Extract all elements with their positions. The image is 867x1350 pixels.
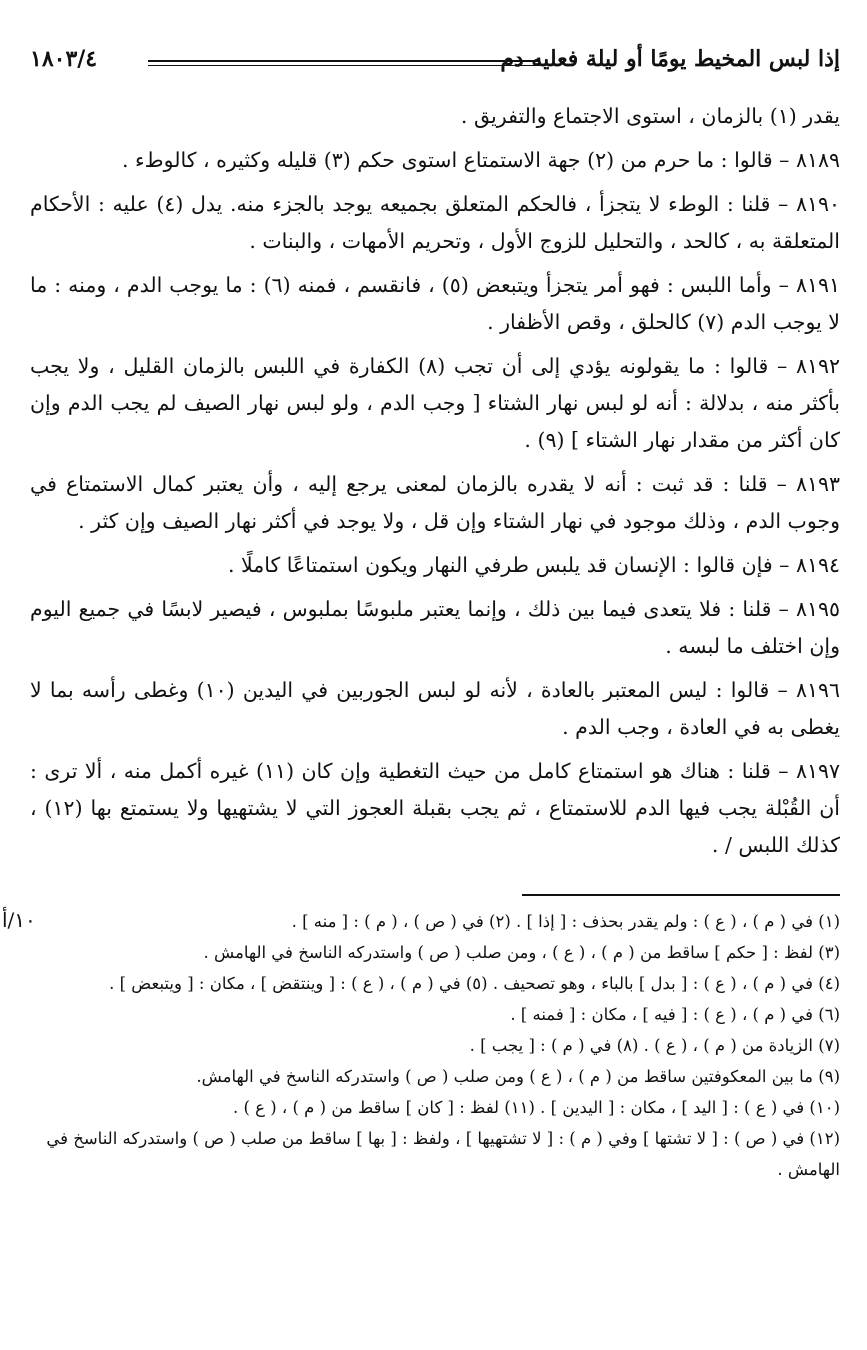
footnote-line: (٦) في ( م ) ، ( ع ) : [ فيه ] ، مكان : [ فمنه ] . xyxy=(510,1005,840,1024)
paragraph: ٨١٩٢ – قالوا : ما يقولونه يؤدي إلى أن تجب (٨) الكفارة في اللبس بالزمان القليل ، ولا يجب بأكثر منه ، بدلالة : أنه لو لبس نهار الشتاء [ وجب الدم ، ولو لبس نهار الصيف لم يجب الدم وإن كان أكثر من مقدار نهار الشتاء ] (٩) . xyxy=(30,354,840,452)
paragraph: ٨١٩٦ – قالوا : ليس المعتبر بالعادة ، لأنه لو لبس الجوربين في اليدين (١٠) وغطى رأسه بما لا يغطى به في العادة ، وجب الدم . xyxy=(30,678,841,739)
running-title: إذا لبس المخيط يومًا أو ليلة فعليه دم xyxy=(500,46,840,72)
paragraph: ٨١٨٩ – قالوا : ما حرم من (٢) جهة الاستمتاع استوى حكم (٣) قليله وكثيره ، كالوطء . xyxy=(121,148,840,172)
paragraph: يقدر (١) بالزمان ، استوى الاجتماع والتفريق . xyxy=(460,104,840,128)
footnote-line: (٣) لفظ : [ حكم ] ساقط من ( م ) ، ( ع ) ، ومن صلب ( ص ) واستدركه الناسخ في الهامش . xyxy=(203,943,840,962)
paragraph: ٨١٩١ – وأما اللبس : فهو أمر يتجزأ ويتبعض (٥) ، فانقسم ، فمنه (٦) : ما يوجب الدم ، ومنه : ما لا يوجب الدم (٧) كالحلق ، وقص الأظفار . xyxy=(30,273,840,334)
paragraph: ٨١٩٠ – قلنا : الوطء لا يتجزأ ، فالحكم المتعلق بجميعه يوجد بالجزء منه. يدل (٤) عليه : الأحكام المتعلقة به ، كالحد ، والتحليل للزوج الأول ، وتحريم الأمهات ، والبنات . xyxy=(30,192,840,253)
page-number: ١٨٠٣/٤ xyxy=(30,46,98,72)
paragraph: ٨١٩٤ – فإن قالوا : الإنسان قد يلبس طرفي النهار ويكون استمتاعًا كاملًا . xyxy=(227,553,840,577)
footnote-separator xyxy=(522,894,840,896)
footnote-line: (٤) في ( م ) ، ( ع ) : [ بدل ] بالباء ، وهو تصحيف . (٥) في ( م ) ، ( ع ) : [ وينتقض ] ، مكان : [ ويتبعض ] . xyxy=(109,974,840,993)
paragraph: ٨١٩٥ – قلنا : فلا يتعدى فيما بين ذلك ، وإنما يعتبر ملبوسًا بملبوس ، فيصير لابسًا في جميع اليوم وإن اختلف ما لبسه . xyxy=(30,597,840,658)
footnote-line: (٩) ما بين المعكوفتين ساقط من ( م ) ، ( ع ) ومن صلب ( ص ) واستدركه الناسخ في الهامش. xyxy=(196,1067,840,1086)
header-rule xyxy=(148,60,540,66)
footnote-line: (١) في ( م ) ، ( ع ) : ولم يقدر بحذف : [ إذا ] . (٢) في ( ص ) ، ( م ) : [ منه ] . xyxy=(291,912,840,931)
footnote-line: (٧) الزيادة من ( م ) ، ( ع ) . (٨) في ( م ) : [ يجب ] . xyxy=(469,1036,840,1055)
footnotes xyxy=(30,906,840,1185)
main-text xyxy=(30,98,840,864)
footnote-line: (١٠) في ( ع ) : [ اليد ] ، مكان : [ اليدين ] . (١١) لفظ : [ كان ] ساقط من ( م ) ، ( ع ) . xyxy=(232,1098,840,1117)
footnote-line: (١٢) في ( ص ) : [ لا تشتها ] وفي ( م ) : [ لا تشتهيها ] ، ولفظ : [ بها ] ساقط من صلب ( ص ) واستدركه الناسخ في الهامش . xyxy=(46,1129,840,1179)
marginal-folio-note: ١٠/أ xyxy=(2,908,36,932)
paragraph: ٨١٩٣ – قلنا : قد ثبت : أنه لا يقدره بالزمان لمعنى يرجع إليه ، وأن يعتبر كمال الاستمتاع في وجوب الدم ، وذلك موجود في نهار الشتاء وإن قل ، ولا يوجد في أكثر نهار الصيف وإن كثر . xyxy=(30,472,840,533)
paragraph: ٨١٩٧ – قلنا : هناك هو استمتاع كامل من حيث التغطية وإن كان (١١) غيره أكمل منه ، ألا ترى : أن القُبْلة يجب فيها الدم للاستمتاع ، ثم يجب بقبلة العجوز التي لا يشتهيها ولا يستمتع بها (١٢) ، كذلك اللبس / . xyxy=(30,759,840,857)
page-header xyxy=(30,40,840,76)
book-page xyxy=(2,40,841,1185)
